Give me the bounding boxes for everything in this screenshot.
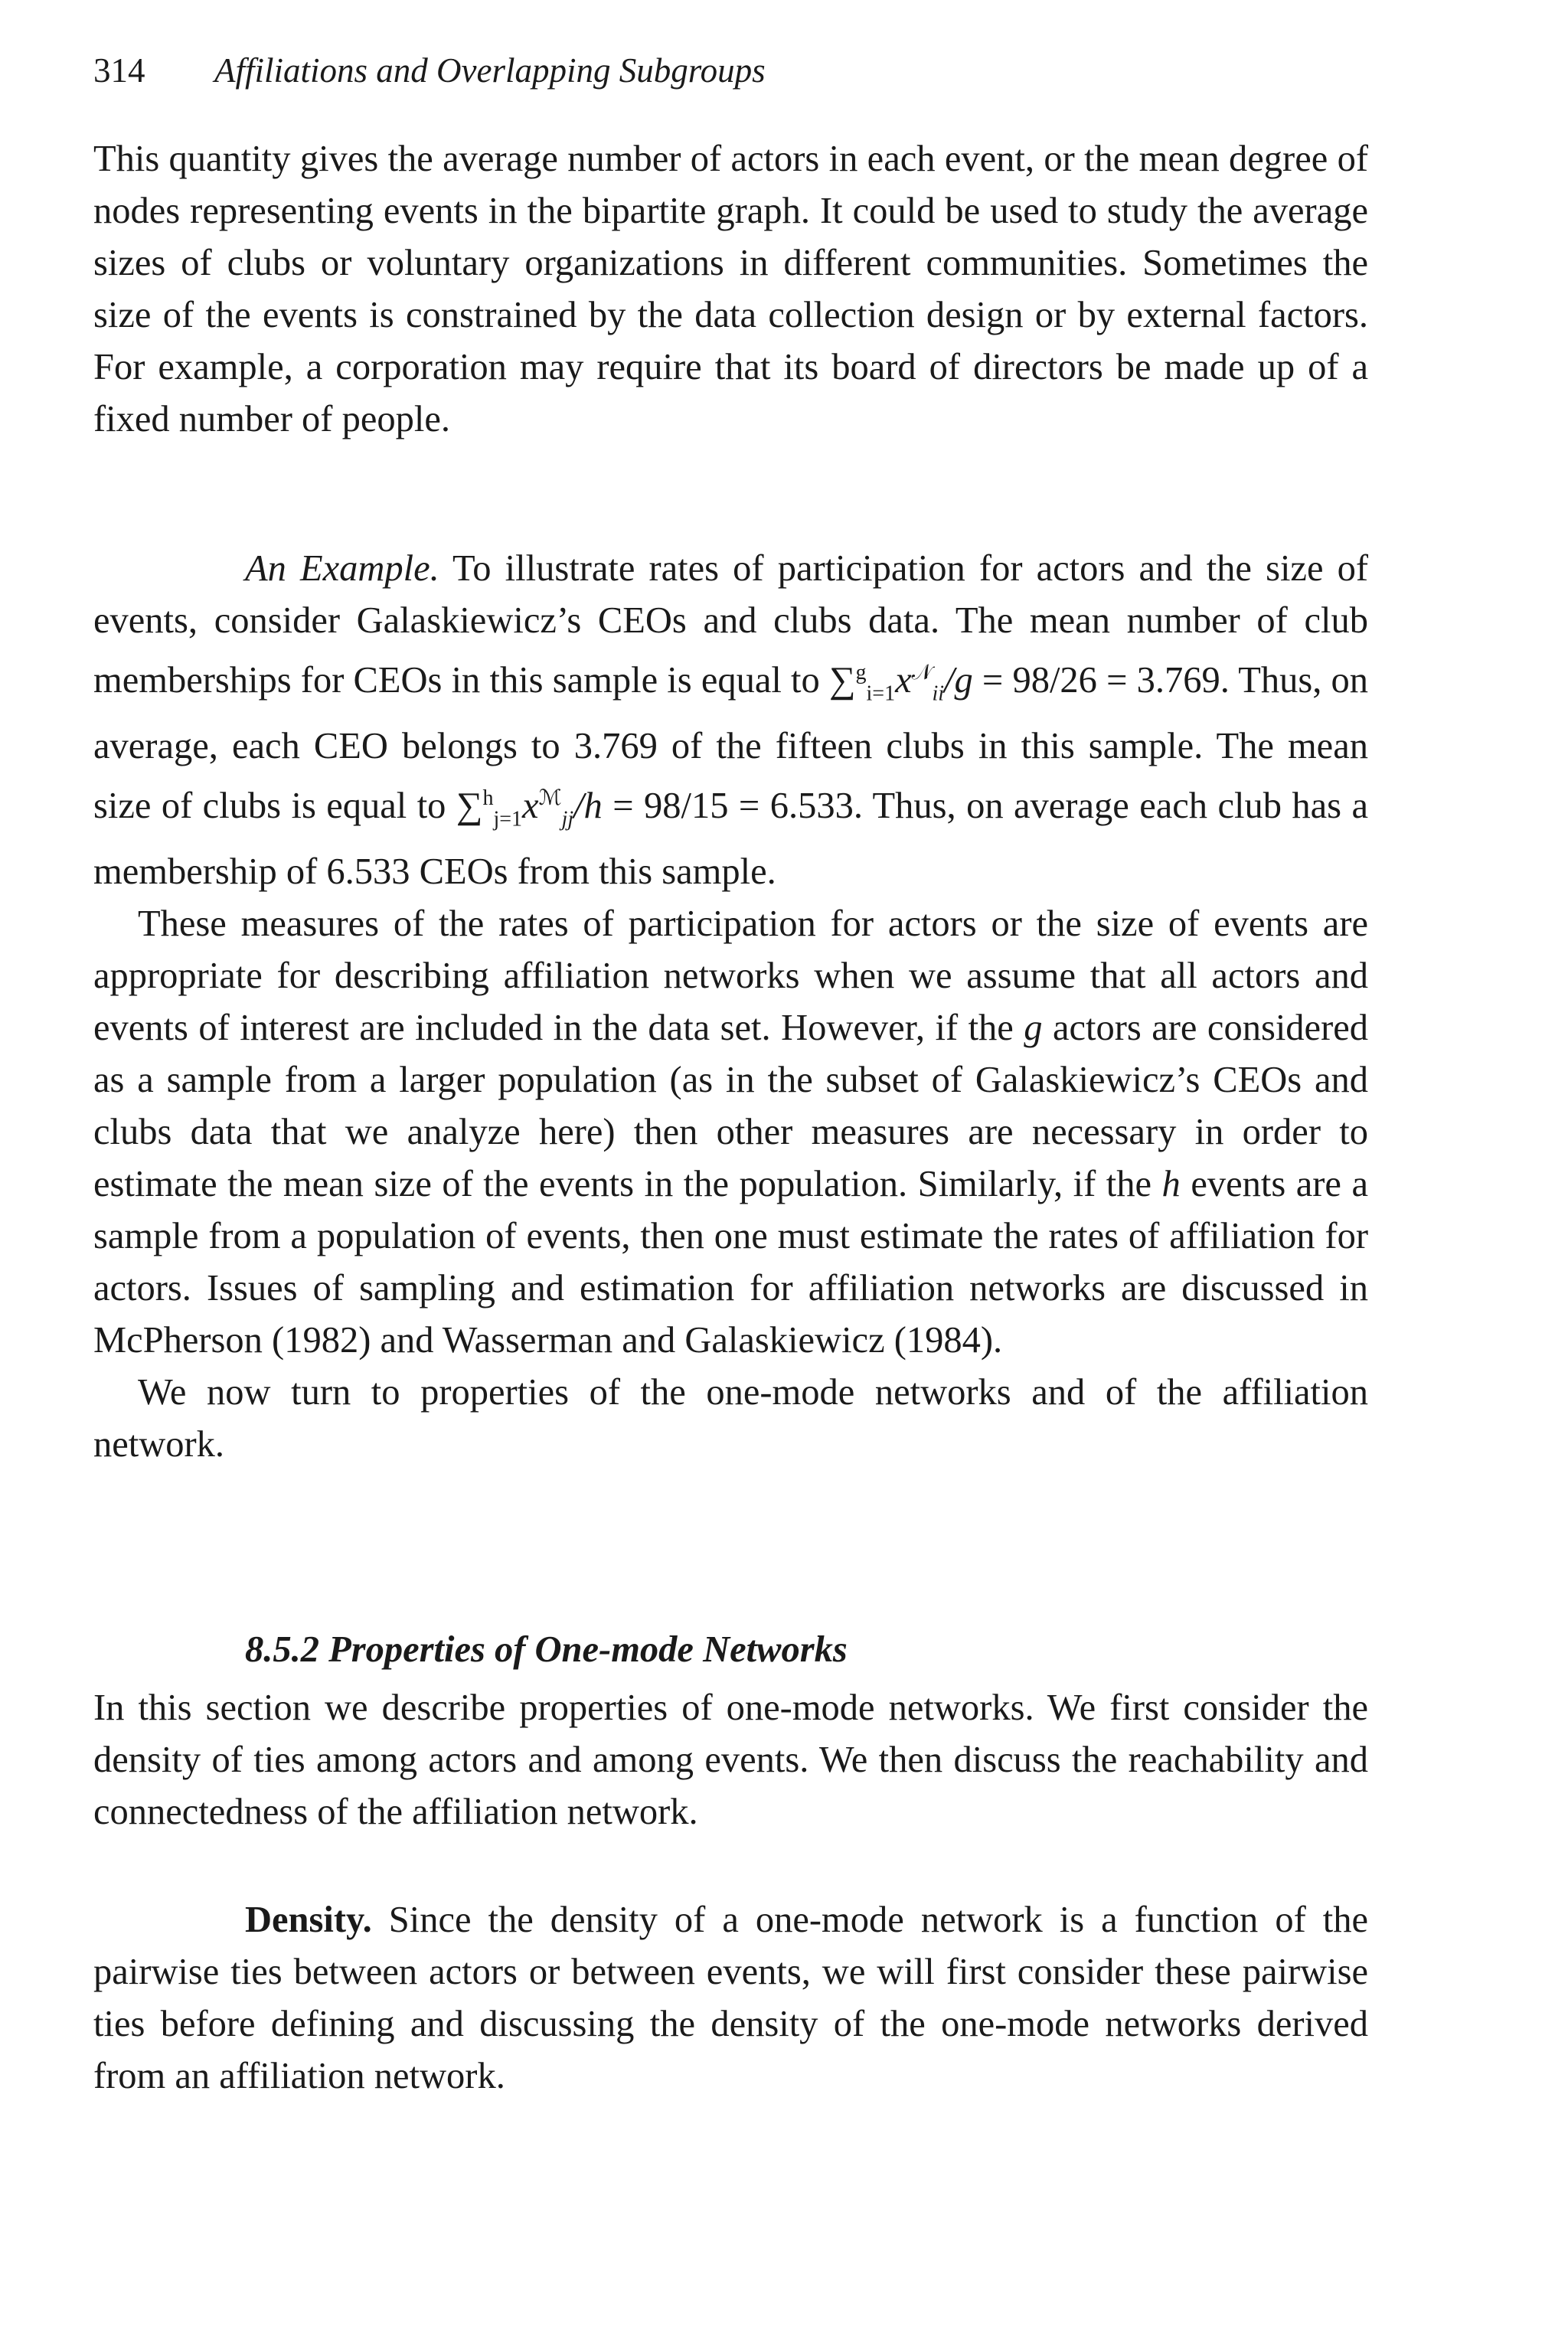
running-header [93,47,1368,93]
density-text: Since the density of a one-mode network is a function of the pairwise ties between actors or between events, we will first consider these pairwise ties before defining and discussing the density of the one-mode networks derived from an affiliation network. [93,1899,1368,2096]
example-label: An Example. [245,548,439,589]
paragraph-gap [93,1838,1368,1894]
page-number: 314 [93,51,145,90]
paragraph-sampling: These measures of the rates of participation for actors or the size of events are appropriate for describing affiliation networks when we assume that all actors and events of interest are included in the data set. However, if the g actors are considered as a sample from a larger population (as in the subset of Galaskiewicz’s CEOs and clubs data that we analyze here) then other measures are necessary in order to estimate the mean size of the events in the population. Similarly, if the h events are a sample from a population of events, then one must estimate the rates of affiliation for actors. Issues of sampling and estimation for affiliation networks are discussed in McPherson (1982) and Wasserman and Galaskiewicz (1984). [93,903,1368,1361]
formula-club-mean: $\sum^h_{j=1}x^ℳ_{jj}/h$ [456,786,603,831]
paragraph-gap [93,446,1368,543]
paragraph-event-size: This quantity gives the average number of actors in each event, or the mean degree of nodes representing events in the bipartite graph. It could be used to study the average sizes of clubs or voluntary organizations in different communities. Sometimes the size of the events is constrained by the data collection design or by external factors. For example, a corporation may require that its board of directors be made up of a fixed number of people. [93,139,1368,439]
example-text-b: = 98/26 = 3.769. Thus, on average, each CEO belongs to 3.769 of the fifteen clubs in this sample. The mean size of clubs is equal to [93,660,1368,826]
section-gap [93,1471,1368,1624]
symbol-g: g [1024,1007,1043,1048]
formula-actor-mean: $\sum^g_{i=1}x^𝒩_{ii}/g$ [828,660,973,706]
running-title: Affiliations and Overlapping Subgroups [214,51,766,90]
book-page [93,47,1368,2102]
paragraph-example [93,543,1368,898]
paragraph-section-intro: In this section we describe properties of one-mode networks. We first consider the density of ties among actors and among events. We then discuss the reachability and connectedness of the affiliation network. [93,1687,1368,1832]
section-heading: 8.5.2 Properties of One-mode Networks [245,1629,848,1670]
example-text-c: = 98/15 = 6.533. Thus, on average each club has a membership of 6.533 CEOs from this sample. [93,786,1368,892]
example-text-a: To illustrate rates of participation for actors and the size of events, consider Galaskiewicz’s CEOs and clubs data. The mean number of club memberships for CEOs in this sample is equal to [93,548,1368,701]
paragraph-density [93,1894,1368,2102]
symbol-h: h [1161,1163,1181,1204]
paragraph-transition: We now turn to properties of the one-mode networks and of the affiliation network. [93,1371,1368,1465]
density-label: Density. [245,1899,372,1940]
